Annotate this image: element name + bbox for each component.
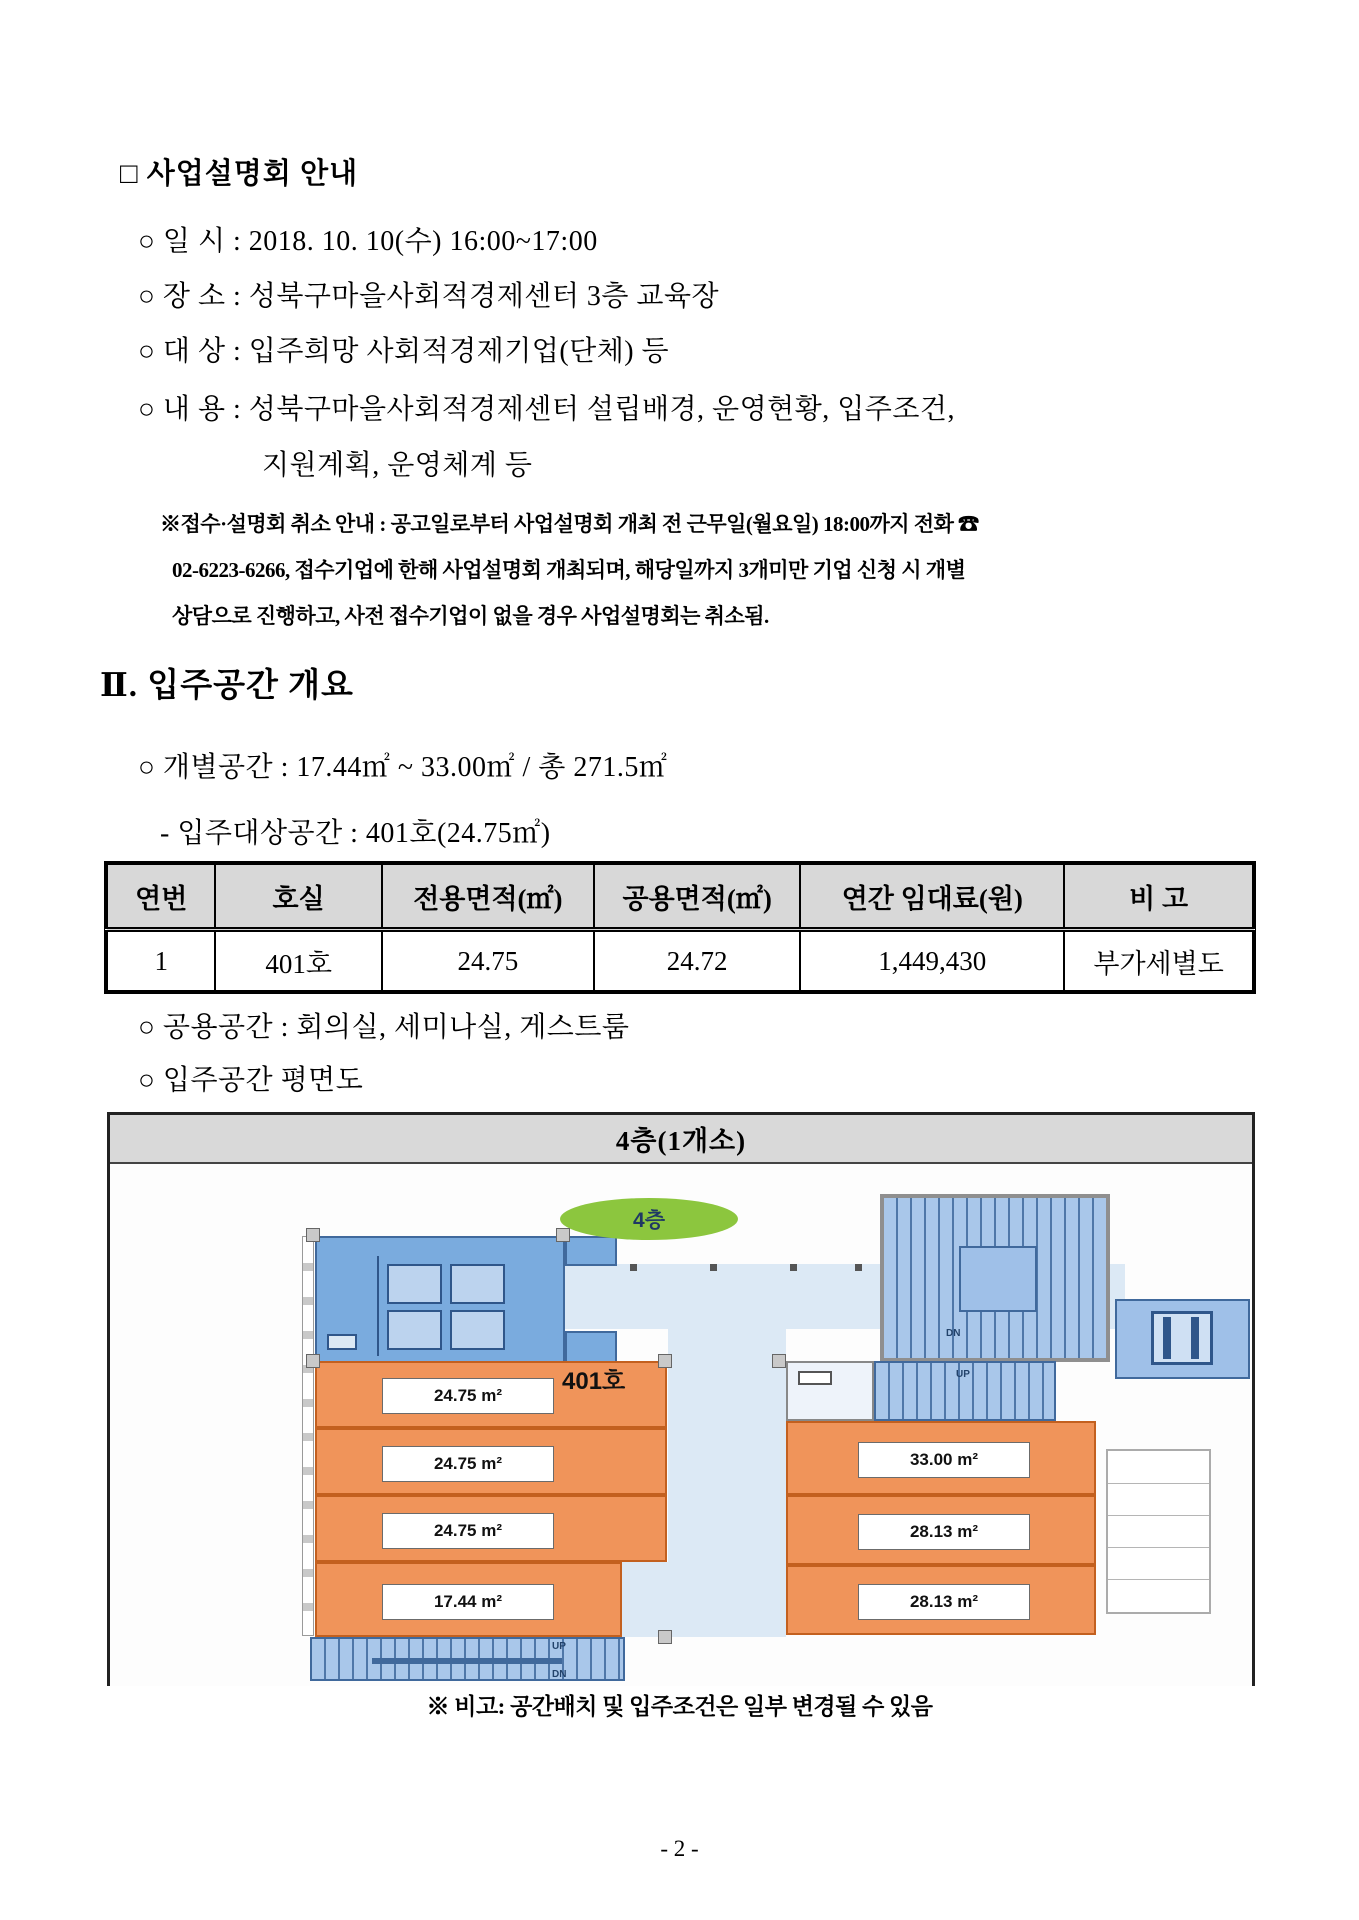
toilet-stall xyxy=(450,1310,505,1350)
col-header-room: 호실 xyxy=(215,864,381,930)
stair-landing xyxy=(959,1246,1037,1312)
wall-column xyxy=(772,1354,786,1368)
floorplan-panel-title: 4층(1개소) xyxy=(110,1115,1252,1164)
toilet-stall xyxy=(450,1264,505,1304)
wall-column xyxy=(306,1354,320,1368)
wall-column xyxy=(556,1228,570,1242)
column-dot xyxy=(630,1264,637,1271)
washbasin xyxy=(327,1334,357,1350)
briefing-title: □ 사업설명회 안내 xyxy=(120,158,359,190)
stair-up-label: UP xyxy=(956,1369,970,1380)
cell-exclusive-area: 24.75 xyxy=(382,930,594,992)
stair-rail xyxy=(372,1658,562,1664)
room-area-label: 28.13 m² xyxy=(858,1584,1030,1620)
bullet-individual-space: ○ 개별공간 : 17.44㎡ ~ 33.00㎡ / 총 271.5㎡ xyxy=(138,752,668,783)
col-header-shared-area: 공용면적(㎡) xyxy=(594,864,800,930)
briefing-item-place: ○ 장 소 : 성북구마을사회적경제센터 3층 교육장 xyxy=(138,281,720,312)
col-header-annual-rent: 연간 임대료(원) xyxy=(800,864,1064,930)
room-1744 xyxy=(315,1562,622,1637)
wall-column xyxy=(658,1354,672,1368)
elevator xyxy=(1115,1299,1250,1379)
stair-up-label: UP xyxy=(552,1641,566,1652)
corridor-center xyxy=(668,1329,786,1637)
column-dot xyxy=(790,1264,797,1271)
floor-badge: 4층 xyxy=(560,1198,738,1240)
floorplan-panel xyxy=(107,1112,1255,1686)
toilet-stall xyxy=(387,1264,442,1304)
floorplan-note: ※ 비고: 공간배치 및 입주조건은 일부 변경될 수 있음 xyxy=(426,1694,933,1719)
cell-shared-area: 24.72 xyxy=(594,930,800,992)
briefing-note-line1: ※접수·설명회 취소 안내 : 공고일로부터 사업설명회 개최 전 근무일(월요일) 18:00까지 전화 ☎ xyxy=(160,512,979,536)
balcony xyxy=(1106,1449,1211,1614)
page-number: - 2 - xyxy=(660,1836,699,1861)
room-2475-b xyxy=(315,1428,667,1495)
section2-title: Ⅱ. 입주공간 개요 xyxy=(100,668,354,704)
utility-box xyxy=(798,1371,832,1385)
briefing-item-date: ○ 일 시 : 2018. 10. 10(수) 16:00~17:00 xyxy=(138,226,598,257)
col-header-exclusive-area: 전용면적(㎡) xyxy=(382,864,594,930)
room-area-label: 17.44 m² xyxy=(382,1584,554,1620)
restroom-extension-bottom xyxy=(565,1331,617,1364)
column-dot xyxy=(710,1264,717,1271)
cell-room: 401호 xyxy=(215,930,381,992)
column-dot xyxy=(855,1264,862,1271)
elevator-door xyxy=(1191,1317,1199,1359)
room-area-label: 24.75 m² xyxy=(382,1378,554,1414)
bullet-target-space: - 입주대상공간 : 401호(24.75㎡) xyxy=(160,818,551,849)
rent-table xyxy=(105,862,1255,993)
room-2813-b xyxy=(786,1565,1096,1635)
briefing-note-line2: 02-6223-6266, 접수기업에 한해 사업설명회 개최되며, 해당일까지 3개미만 기업 신청 시 개별 xyxy=(172,558,966,582)
wall-column xyxy=(658,1630,672,1644)
exterior-wall-left xyxy=(302,1236,314,1636)
toilet-stall xyxy=(387,1310,442,1350)
cell-index: 1 xyxy=(107,930,216,992)
stair-dn-label: DN xyxy=(946,1328,961,1339)
briefing-note-line3: 상담으로 진행하고, 사전 접수기업이 없을 경우 사업설명회는 취소됨. xyxy=(172,604,769,628)
stair-dn-label: DN xyxy=(552,1669,567,1680)
room-2475-c xyxy=(315,1495,667,1562)
elevator-door xyxy=(1163,1317,1171,1359)
cell-remarks: 부가세별도 xyxy=(1064,930,1253,992)
restroom-core xyxy=(315,1236,565,1364)
room-area-label: 24.75 m² xyxy=(382,1513,554,1549)
briefing-item-content-cont: 지원계획, 운영체계 등 xyxy=(262,450,533,481)
restroom-divider xyxy=(377,1256,379,1356)
room-area-label: 33.00 m² xyxy=(858,1442,1030,1478)
room-2813-a xyxy=(786,1495,1096,1565)
floorplan-drawing xyxy=(110,1164,1252,1686)
col-header-remarks: 비 고 xyxy=(1064,864,1253,930)
stair-east-up xyxy=(874,1361,1056,1421)
utility-room xyxy=(786,1361,874,1421)
corridor-lower-left xyxy=(615,1562,670,1637)
room-area-label: 28.13 m² xyxy=(858,1514,1030,1550)
elevator-car xyxy=(1151,1311,1213,1365)
restroom-extension-top xyxy=(565,1236,617,1266)
unit-401-label: 401호 xyxy=(562,1368,626,1395)
col-header-index: 연번 xyxy=(107,864,216,930)
rent-table-row xyxy=(107,930,1254,992)
room-3300 xyxy=(786,1421,1096,1495)
briefing-item-target: ○ 대 상 : 입주희망 사회적경제기업(단체) 등 xyxy=(138,336,670,367)
rent-table-header-row xyxy=(107,864,1254,930)
cell-annual-rent: 1,449,430 xyxy=(800,930,1064,992)
wall-column xyxy=(306,1228,320,1242)
bullet-floorplan: ○ 입주공간 평면도 xyxy=(138,1065,364,1096)
bullet-shared-space: ○ 공용공간 : 회의실, 세미나실, 게스트룸 xyxy=(138,1012,630,1043)
stairwell-northeast xyxy=(880,1194,1110,1362)
room-area-label: 24.75 m² xyxy=(382,1446,554,1482)
briefing-item-content: ○ 내 용 : 성북구마을사회적경제센터 설립배경, 운영현황, 입주조건, xyxy=(138,394,955,425)
stairwell-southwest xyxy=(310,1637,625,1681)
